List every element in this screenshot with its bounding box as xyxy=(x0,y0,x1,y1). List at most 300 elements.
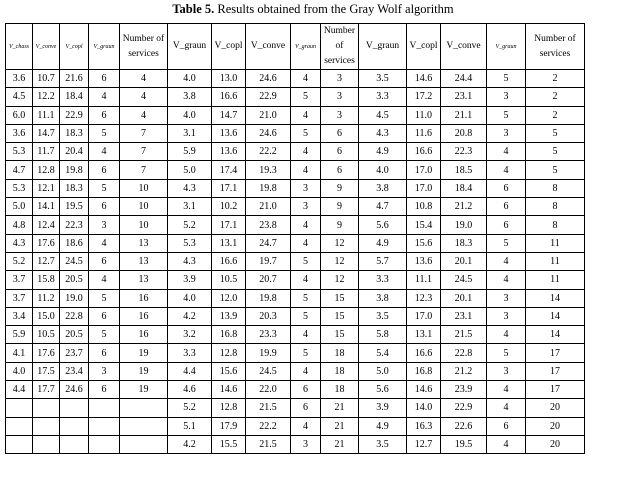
table-cell: 4 xyxy=(120,106,168,124)
table-cell: 4 xyxy=(487,161,526,179)
table-cell: 14.6 xyxy=(407,70,441,88)
table-cell: 14 xyxy=(526,289,585,307)
table-cell: 22.2 xyxy=(246,143,291,161)
table-cell: 4 xyxy=(487,143,526,161)
table-cell: 4.9 xyxy=(359,234,407,252)
table-cell: 4 xyxy=(487,252,526,270)
table-cell: 6 xyxy=(321,161,359,179)
table-row xyxy=(6,252,585,270)
table-cell: 4.4 xyxy=(6,381,33,399)
table-cell: 3.7 xyxy=(6,271,33,289)
table-cell: 6 xyxy=(487,198,526,216)
table-cell: 19.8 xyxy=(246,179,291,197)
table-cell xyxy=(6,435,33,453)
table-cell: 4 xyxy=(291,417,321,435)
table-cell: 5.8 xyxy=(359,326,407,344)
table-cell: 4 xyxy=(487,271,526,289)
table-cell: 15.0 xyxy=(33,307,60,325)
table-cell: 5.2 xyxy=(168,399,212,417)
table-cell: 17.1 xyxy=(212,216,246,234)
table-cell: 5.1 xyxy=(168,417,212,435)
table-cell: 3.4 xyxy=(6,307,33,325)
table-cell xyxy=(120,417,168,435)
table-cell: 21 xyxy=(321,417,359,435)
table-cell: 17.2 xyxy=(407,88,441,106)
table-cell: 8 xyxy=(526,198,585,216)
table-cell: 5.9 xyxy=(168,143,212,161)
table-cell: 6.0 xyxy=(6,106,33,124)
table-cell: 4 xyxy=(89,88,120,106)
table-cell: 21.0 xyxy=(246,198,291,216)
table-cell: 5 xyxy=(487,70,526,88)
table-cell: 12.8 xyxy=(212,399,246,417)
table-cell: 4.3 xyxy=(168,252,212,270)
column-header: Number of services xyxy=(120,24,168,70)
table-cell: 3 xyxy=(487,124,526,142)
table-cell: 17.5 xyxy=(33,362,60,380)
table-cell xyxy=(33,417,60,435)
table-cell: 4 xyxy=(291,362,321,380)
table-cell xyxy=(60,417,89,435)
table-cell: 6 xyxy=(89,161,120,179)
table-cell: 5 xyxy=(526,161,585,179)
table-cell: 4.6 xyxy=(168,381,212,399)
table-cell: 22.9 xyxy=(441,399,487,417)
table-cell: 4.3 xyxy=(6,234,33,252)
table-cell: 19.8 xyxy=(60,161,89,179)
table-cell: 5.3 xyxy=(168,234,212,252)
table-cell: 12.3 xyxy=(407,289,441,307)
table-cell: 3.3 xyxy=(168,344,212,362)
table-cell: 2 xyxy=(526,88,585,106)
table-cell: 18.5 xyxy=(441,161,487,179)
table-cell: 11.2 xyxy=(33,289,60,307)
table-cell: 4.0 xyxy=(359,161,407,179)
table-cell: 15 xyxy=(321,326,359,344)
table-cell: 5.6 xyxy=(359,381,407,399)
table-row xyxy=(6,344,585,362)
table-cell: 3.3 xyxy=(359,88,407,106)
table-cell: 17.6 xyxy=(33,234,60,252)
column-header: V_copl xyxy=(60,24,89,70)
table-cell: 22.6 xyxy=(441,417,487,435)
table-cell: 4.9 xyxy=(359,143,407,161)
table-cell: 17 xyxy=(526,362,585,380)
table-cell: 18.3 xyxy=(60,124,89,142)
table-cell: 17 xyxy=(526,344,585,362)
table-cell: 24.7 xyxy=(246,234,291,252)
table-cell: 5 xyxy=(89,124,120,142)
table-cell: 17.6 xyxy=(33,344,60,362)
table-cell: 3.8 xyxy=(359,289,407,307)
table-cell: 19.5 xyxy=(60,198,89,216)
table-cell: 5.7 xyxy=(359,252,407,270)
table-cell: 10.5 xyxy=(33,326,60,344)
table-cell: 3.3 xyxy=(359,271,407,289)
table-cell: 6 xyxy=(89,344,120,362)
table-row xyxy=(6,307,585,325)
table-cell: 9 xyxy=(321,216,359,234)
table-cell: 4 xyxy=(291,271,321,289)
column-header: V_conve xyxy=(33,24,60,70)
table-cell xyxy=(89,399,120,417)
table-row xyxy=(6,326,585,344)
table-row xyxy=(6,216,585,234)
table-cell: 11.7 xyxy=(33,143,60,161)
table-cell: 5 xyxy=(291,307,321,325)
table-cell: 11 xyxy=(526,271,585,289)
table-cell: 3 xyxy=(487,362,526,380)
table-cell: 12.7 xyxy=(33,252,60,270)
table-cell: 4 xyxy=(487,435,526,453)
column-header: Number of services xyxy=(526,24,585,70)
table-cell: 4 xyxy=(120,88,168,106)
table-cell: 4 xyxy=(89,234,120,252)
table-cell: 3 xyxy=(321,106,359,124)
table-cell: 5.0 xyxy=(359,362,407,380)
table-cell: 5 xyxy=(89,326,120,344)
results-table xyxy=(5,23,585,454)
table-cell: 24.6 xyxy=(60,381,89,399)
table-cell: 13.0 xyxy=(212,70,246,88)
table-cell: 17 xyxy=(526,381,585,399)
table-cell: 5 xyxy=(487,344,526,362)
table-cell: 16.3 xyxy=(407,417,441,435)
table-cell: 5 xyxy=(291,289,321,307)
table-cell: 12.1 xyxy=(33,179,60,197)
table-cell: 22.9 xyxy=(246,88,291,106)
table-cell: 19.9 xyxy=(246,344,291,362)
table-cell xyxy=(120,435,168,453)
table-cell: 11.1 xyxy=(407,271,441,289)
table-cell: 6 xyxy=(321,124,359,142)
table-cell: 14.6 xyxy=(212,381,246,399)
table-cell: 5 xyxy=(89,179,120,197)
table-cell: 3 xyxy=(291,179,321,197)
table-cell: 18 xyxy=(321,362,359,380)
table-cell: 6 xyxy=(89,198,120,216)
table-cell: 14.7 xyxy=(212,106,246,124)
table-cell: 11.1 xyxy=(33,106,60,124)
table-cell: 4 xyxy=(291,326,321,344)
table-cell: 13.6 xyxy=(212,143,246,161)
table-cell: 4.0 xyxy=(168,106,212,124)
column-header: Number of services xyxy=(321,24,359,70)
table-row xyxy=(6,417,585,435)
table-cell: 4.5 xyxy=(359,106,407,124)
table-cell: 21.6 xyxy=(60,70,89,88)
table-cell: 20 xyxy=(526,417,585,435)
table-row xyxy=(6,106,585,124)
table-cell: 9 xyxy=(321,198,359,216)
table-cell: 20.4 xyxy=(60,143,89,161)
table-caption-text: Results obtained from the Gray Wolf algorithm xyxy=(214,2,454,16)
table-row xyxy=(6,70,585,88)
table-cell: 16.6 xyxy=(407,344,441,362)
table-cell: 14 xyxy=(526,307,585,325)
column-header: V_graun xyxy=(168,24,212,70)
table-cell: 24.5 xyxy=(246,362,291,380)
table-cell: 21.2 xyxy=(441,198,487,216)
table-cell: 3.6 xyxy=(6,70,33,88)
table-cell: 4.8 xyxy=(6,216,33,234)
table-cell: 22.8 xyxy=(60,307,89,325)
table-cell: 5 xyxy=(291,88,321,106)
table-cell: 18 xyxy=(321,381,359,399)
table-cell: 5.0 xyxy=(6,198,33,216)
table-cell: 7 xyxy=(120,143,168,161)
table-cell: 14.1 xyxy=(33,198,60,216)
table-cell: 20.1 xyxy=(441,252,487,270)
table-cell xyxy=(60,399,89,417)
table-cell: 6 xyxy=(89,252,120,270)
table-cell: 4 xyxy=(487,399,526,417)
table-cell: 21.1 xyxy=(441,106,487,124)
table-cell: 14 xyxy=(526,326,585,344)
table-cell: 16.8 xyxy=(407,362,441,380)
table-row xyxy=(6,435,585,453)
table-cell: 17.4 xyxy=(212,161,246,179)
table-cell: 19.0 xyxy=(60,289,89,307)
table-row xyxy=(6,362,585,380)
table-cell: 4.9 xyxy=(359,417,407,435)
table-cell: 3 xyxy=(89,216,120,234)
table-cell: 11.0 xyxy=(407,106,441,124)
table-cell: 10.8 xyxy=(407,198,441,216)
column-header: V_conve xyxy=(441,24,487,70)
table-cell: 23.1 xyxy=(441,88,487,106)
table-cell: 10 xyxy=(120,216,168,234)
table-cell: 21.0 xyxy=(246,106,291,124)
table-cell xyxy=(120,399,168,417)
table-cell: 13.1 xyxy=(212,234,246,252)
table-cell: 4 xyxy=(291,70,321,88)
table-cell: 6 xyxy=(89,70,120,88)
table-cell: 24.4 xyxy=(441,70,487,88)
table-cell: 20.5 xyxy=(60,271,89,289)
table-cell: 15.5 xyxy=(212,435,246,453)
table-cell: 20.8 xyxy=(441,124,487,142)
table-cell: 13.6 xyxy=(407,252,441,270)
table-cell: 23.8 xyxy=(246,216,291,234)
table-cell: 16 xyxy=(120,326,168,344)
table-cell: 10.7 xyxy=(33,70,60,88)
table-cell: 5.2 xyxy=(168,216,212,234)
table-cell: 16 xyxy=(120,289,168,307)
table-cell: 12.8 xyxy=(33,161,60,179)
table-cell: 17.7 xyxy=(33,381,60,399)
table-cell: 21.2 xyxy=(441,362,487,380)
table-cell: 18.4 xyxy=(60,88,89,106)
table-cell: 5 xyxy=(487,234,526,252)
table-cell: 4.1 xyxy=(6,344,33,362)
table-cell: 15 xyxy=(321,307,359,325)
table-cell: 20.7 xyxy=(246,271,291,289)
table-cell: 17.0 xyxy=(407,179,441,197)
table-cell: 15.6 xyxy=(407,234,441,252)
table-cell: 18.3 xyxy=(441,234,487,252)
table-cell: 3.5 xyxy=(359,307,407,325)
table-cell: 4 xyxy=(291,106,321,124)
table-cell: 18.4 xyxy=(441,179,487,197)
table-cell: 7 xyxy=(120,161,168,179)
table-cell: 4.0 xyxy=(6,362,33,380)
table-row xyxy=(6,271,585,289)
table-cell: 4 xyxy=(487,326,526,344)
table-cell: 21 xyxy=(321,435,359,453)
table-cell: 2 xyxy=(526,70,585,88)
table-cell: 5 xyxy=(526,143,585,161)
table-cell: 19 xyxy=(120,362,168,380)
table-cell: 3 xyxy=(321,70,359,88)
table-cell: 16.6 xyxy=(212,252,246,270)
table-cell: 17.0 xyxy=(407,307,441,325)
table-cell: 5 xyxy=(526,124,585,142)
table-cell: 17.9 xyxy=(212,417,246,435)
table-cell: 5 xyxy=(291,344,321,362)
table-cell: 21.5 xyxy=(246,399,291,417)
table-cell: 20 xyxy=(526,399,585,417)
column-header: V_graun xyxy=(359,24,407,70)
table-cell: 23.7 xyxy=(60,344,89,362)
table-cell: 14.7 xyxy=(33,124,60,142)
table-cell: 13 xyxy=(120,271,168,289)
table-cell: 20 xyxy=(526,435,585,453)
table-cell: 11 xyxy=(526,252,585,270)
table-cell: 6 xyxy=(487,216,526,234)
table-cell: 15 xyxy=(321,289,359,307)
table-row xyxy=(6,179,585,197)
table-cell: 19 xyxy=(120,381,168,399)
table-cell: 3 xyxy=(291,435,321,453)
table-cell: 12.4 xyxy=(33,216,60,234)
table-cell: 20.3 xyxy=(246,307,291,325)
table-cell: 3.8 xyxy=(359,179,407,197)
table-cell: 2 xyxy=(526,106,585,124)
table-row xyxy=(6,399,585,417)
table-cell: 3 xyxy=(487,88,526,106)
table-cell: 22.3 xyxy=(441,143,487,161)
table-cell: 12 xyxy=(321,252,359,270)
table-cell: 21 xyxy=(321,399,359,417)
table-cell: 4.2 xyxy=(168,307,212,325)
table-cell: 21.5 xyxy=(246,435,291,453)
table-cell: 4 xyxy=(291,216,321,234)
table-cell: 18 xyxy=(321,344,359,362)
table-cell: 13 xyxy=(120,234,168,252)
table-cell: 6 xyxy=(89,106,120,124)
table-cell: 18.6 xyxy=(60,234,89,252)
table-cell: 17.1 xyxy=(212,179,246,197)
table-cell: 5.3 xyxy=(6,143,33,161)
table-cell: 3.9 xyxy=(359,399,407,417)
table-cell: 21.5 xyxy=(441,326,487,344)
table-cell: 12.0 xyxy=(212,289,246,307)
table-cell: 24.5 xyxy=(441,271,487,289)
table-caption xyxy=(0,2,626,17)
table-cell: 6 xyxy=(487,417,526,435)
table-cell: 10.2 xyxy=(212,198,246,216)
table-cell: 19.7 xyxy=(246,252,291,270)
table-cell xyxy=(33,399,60,417)
table-cell: 12 xyxy=(321,271,359,289)
table-cell: 20.5 xyxy=(60,326,89,344)
table-row xyxy=(6,88,585,106)
table-cell: 24.6 xyxy=(246,124,291,142)
table-cell: 3.2 xyxy=(168,326,212,344)
table-cell xyxy=(6,399,33,417)
table-cell: 19.8 xyxy=(246,289,291,307)
table-cell: 10 xyxy=(120,179,168,197)
table-cell: 19 xyxy=(120,344,168,362)
table-row xyxy=(6,289,585,307)
table-cell: 3 xyxy=(487,289,526,307)
column-header: V_copl xyxy=(407,24,441,70)
table-cell: 19.3 xyxy=(246,161,291,179)
table-cell: 12.8 xyxy=(212,344,246,362)
table-cell: 4.0 xyxy=(168,70,212,88)
table-cell: 10.5 xyxy=(212,271,246,289)
table-cell: 3.1 xyxy=(168,124,212,142)
table-cell: 23.1 xyxy=(441,307,487,325)
table-cell: 3 xyxy=(487,307,526,325)
table-cell: 5 xyxy=(487,106,526,124)
table-cell: 4.5 xyxy=(6,88,33,106)
table-cell xyxy=(60,435,89,453)
table-cell: 3 xyxy=(321,88,359,106)
table-cell: 6 xyxy=(487,179,526,197)
table-cell: 7 xyxy=(120,124,168,142)
table-cell: 13 xyxy=(120,252,168,270)
table-cell xyxy=(89,435,120,453)
column-header: V_graun xyxy=(487,24,526,70)
table-cell: 4 xyxy=(291,143,321,161)
table-caption-label: Table 5. xyxy=(172,2,215,16)
table-row xyxy=(6,198,585,216)
table-cell: 24.5 xyxy=(60,252,89,270)
table-cell: 13.1 xyxy=(407,326,441,344)
table-cell xyxy=(89,417,120,435)
table-cell: 18.3 xyxy=(60,179,89,197)
table-cell: 3.5 xyxy=(359,70,407,88)
table-cell: 22.3 xyxy=(60,216,89,234)
table-cell: 6 xyxy=(291,399,321,417)
table-cell: 13.6 xyxy=(212,124,246,142)
table-cell: 4 xyxy=(120,70,168,88)
table-cell: 4 xyxy=(89,143,120,161)
table-cell: 20.1 xyxy=(441,289,487,307)
table-cell: 14.6 xyxy=(407,381,441,399)
table-cell: 5 xyxy=(89,289,120,307)
table-cell: 10 xyxy=(120,198,168,216)
table-cell: 13.9 xyxy=(212,307,246,325)
table-cell: 4.3 xyxy=(359,124,407,142)
table-cell: 4.3 xyxy=(168,179,212,197)
table-cell: 5.9 xyxy=(6,326,33,344)
table-row xyxy=(6,143,585,161)
column-header: V_copl xyxy=(212,24,246,70)
table-cell: 11 xyxy=(526,234,585,252)
column-header: V_chass xyxy=(6,24,33,70)
table-cell: 14.0 xyxy=(407,399,441,417)
table-cell: 16 xyxy=(120,307,168,325)
table-cell: 6 xyxy=(89,381,120,399)
column-header: V_graun xyxy=(89,24,120,70)
table-cell: 5.0 xyxy=(168,161,212,179)
header-row xyxy=(6,24,585,70)
table-cell: 15.6 xyxy=(212,362,246,380)
table-cell: 11.6 xyxy=(407,124,441,142)
